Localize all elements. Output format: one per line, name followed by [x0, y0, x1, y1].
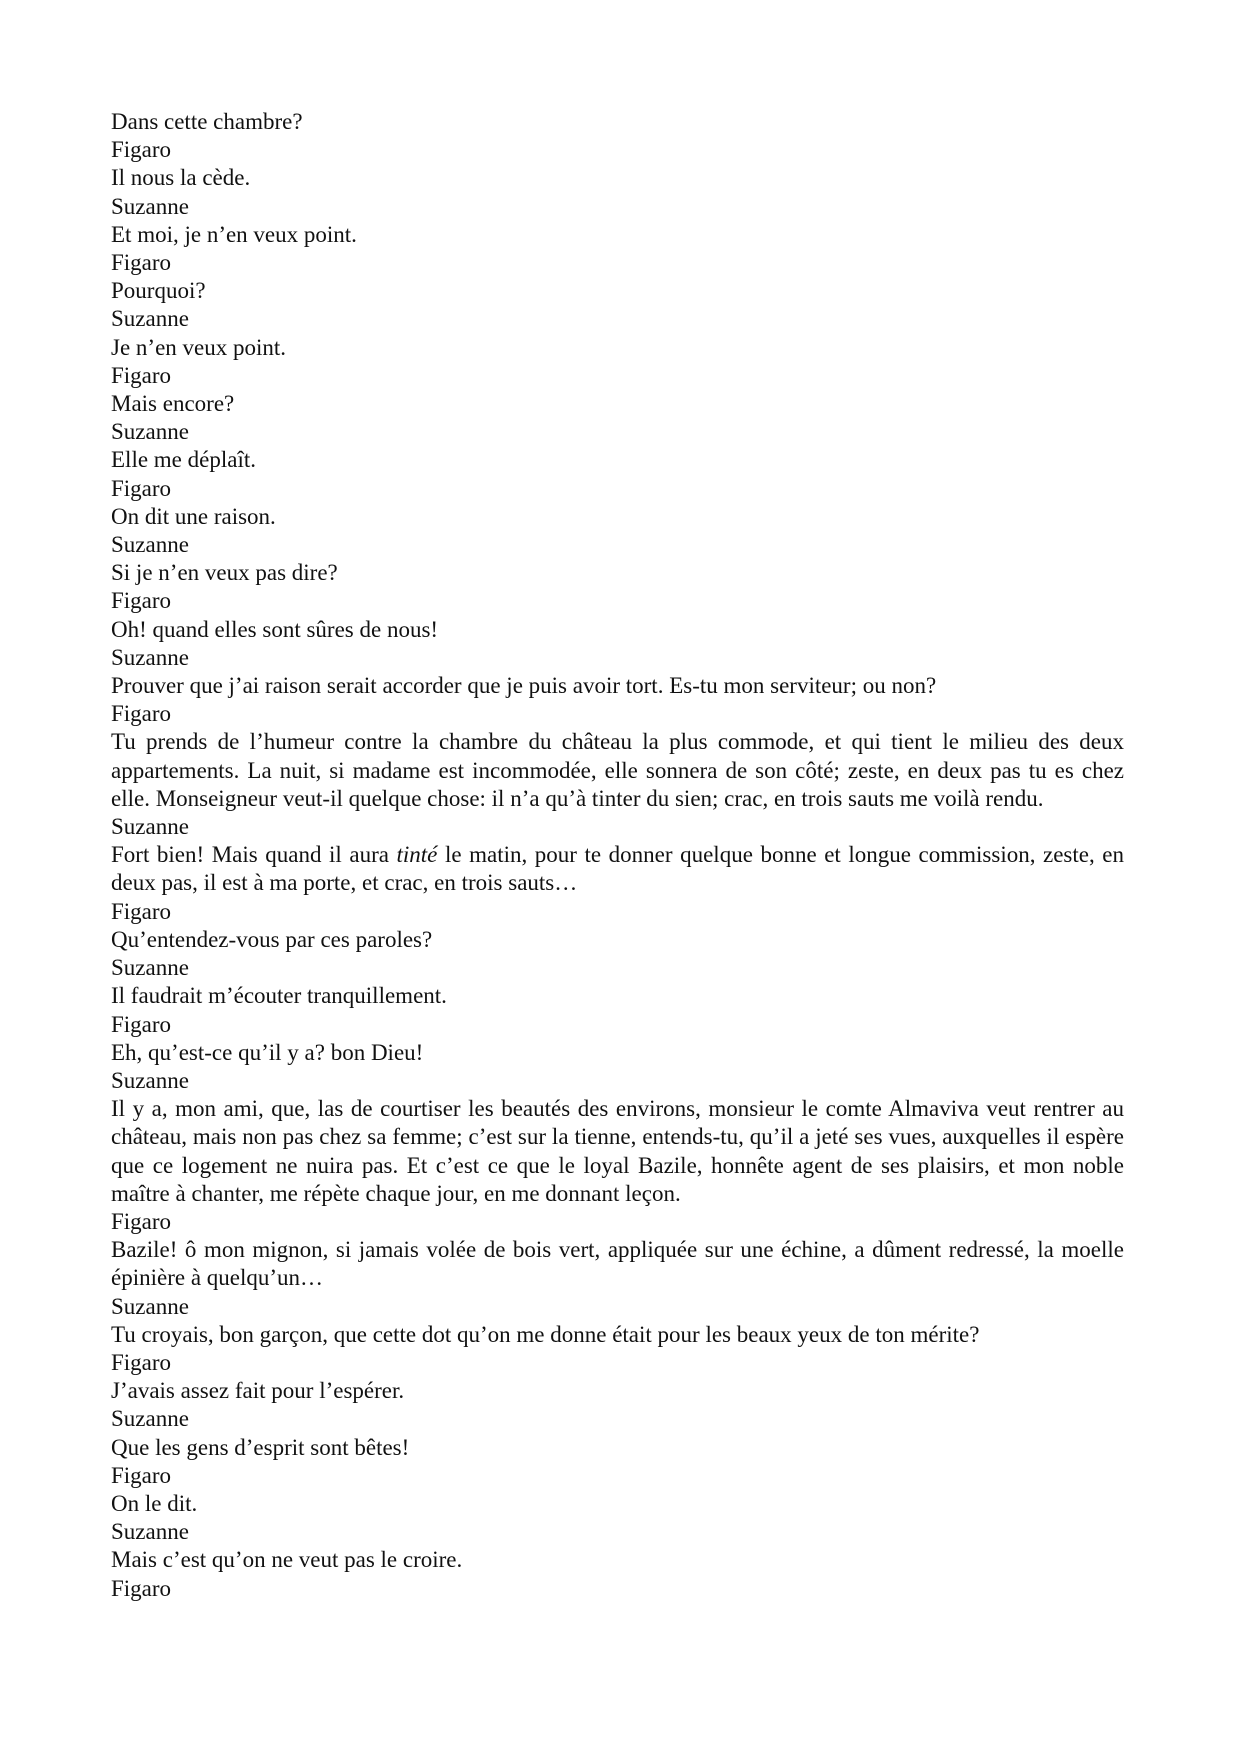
speaker-name: Figaro — [111, 1575, 172, 1601]
speech-text: J’avais assez fait pour l’espérer. — [111, 1378, 405, 1404]
speech-text: Bazile! ô mon mignon, si jamais volée de bois vert, appliquée sur une échine, a dûment redressé, la moelle épinière à quelqu’un… — [111, 1237, 1124, 1291]
speaker-name: Figaro — [111, 1011, 172, 1037]
speaker-name: Suzanne — [111, 1406, 189, 1432]
speech-text: On le dit. — [111, 1490, 198, 1516]
speech-text: Dans cette chambre? — [111, 109, 303, 134]
speech-text: Mais c’est qu’on ne veut pas le croire. — [111, 1547, 463, 1573]
speaker-name: Figaro — [111, 137, 172, 163]
speaker-name: Suzanne — [111, 419, 189, 445]
speaker-name: Figaro — [111, 588, 172, 614]
speech-text: Elle me déplaît. — [111, 447, 256, 473]
speech-text: Mais encore? — [111, 391, 235, 417]
speaker-name: Suzanne — [111, 193, 189, 219]
speech-text: On dit une raison. — [111, 503, 276, 529]
speaker-name: Figaro — [111, 898, 172, 924]
speech-text: Que les gens d’esprit sont bêtes! — [111, 1434, 410, 1460]
speaker-name: Figaro — [111, 250, 172, 276]
speaker-name: Figaro — [111, 1462, 172, 1488]
speaker-name: Suzanne — [111, 1519, 189, 1545]
speaker-name: Suzanne — [111, 1293, 189, 1319]
speaker-name: Figaro — [111, 362, 172, 388]
speaker-name: Suzanne — [111, 1067, 189, 1093]
speaker-name: Figaro — [111, 475, 172, 501]
speech-text-part: Fort bien! Mais quand il aura — [111, 842, 397, 868]
speech-text: Il nous la cède. — [111, 165, 251, 191]
speech-text: Tu croyais, bon garçon, que cette dot qu’on me donne était pour les beaux yeux de ton mérite? — [111, 1321, 980, 1347]
speaker-name: Figaro — [111, 701, 172, 727]
speaker-name: Suzanne — [111, 955, 189, 981]
speaker-name: Suzanne — [111, 532, 189, 558]
speech-text: Si je n’en veux pas dire? — [111, 560, 338, 586]
speech-text: Il faudrait m’écouter tranquillement. — [111, 983, 447, 1009]
speech-text: Et moi, je n’en veux point. — [111, 221, 357, 247]
speech-text: Eh, qu’est-ce qu’il y a? bon Dieu! — [111, 1039, 424, 1065]
speech-text: Tu prends de l’humeur contre la chambre du château la plus commode, et qui tient le milieu des deux appartements. La nuit, si madame est incommodée, elle sonnera de son côté; zeste, en deux pas tu es chez elle. Monseigneur veut-il quelque chose: il n’a qu’à tinter du sien; crac, en trois sauts me voilà rendu. — [111, 729, 1124, 811]
speaker-name: Suzanne — [111, 306, 189, 332]
speech-text — [111, 841, 1124, 897]
speaker-name: Suzanne — [111, 814, 189, 840]
speech-text: Je n’en veux point. — [111, 334, 287, 360]
speech-text: Qu’entendez-vous par ces paroles? — [111, 926, 433, 952]
speech-text: Prouver que j’ai raison serait accorder que je puis avoir tort. Es-tu mon serviteur; ou non? — [111, 673, 937, 699]
document-page — [111, 108, 1124, 1603]
speaker-name: Figaro — [111, 1208, 172, 1234]
speech-text-part: le matin, pour te donner quelque bonne et longue commission, zeste, en deux pas, il est à ma porte, et crac, en trois sauts… — [111, 842, 1124, 896]
speech-text: Pourquoi? — [111, 278, 206, 304]
speech-text-emphasis: tinté — [396, 842, 438, 868]
speaker-name: Figaro — [111, 1349, 172, 1375]
speaker-name: Suzanne — [111, 644, 189, 670]
speech-text: Il y a, mon ami, que, las de courtiser les beautés des environs, monsieur le comte Almaviva veut rentrer au château, mais non pas chez sa femme; c’est sur la tienne, entends-tu, qu’il a jeté ses vues, auxquelles il espère que ce logement ne nuira pas. Et c’est ce que le loyal Bazile, honnête agent de ses plaisirs, et mon noble maître à chanter, me répète chaque jour, en me donnant leçon. — [111, 1096, 1124, 1206]
speech-text: Oh! quand elles sont sûres de nous! — [111, 616, 439, 642]
